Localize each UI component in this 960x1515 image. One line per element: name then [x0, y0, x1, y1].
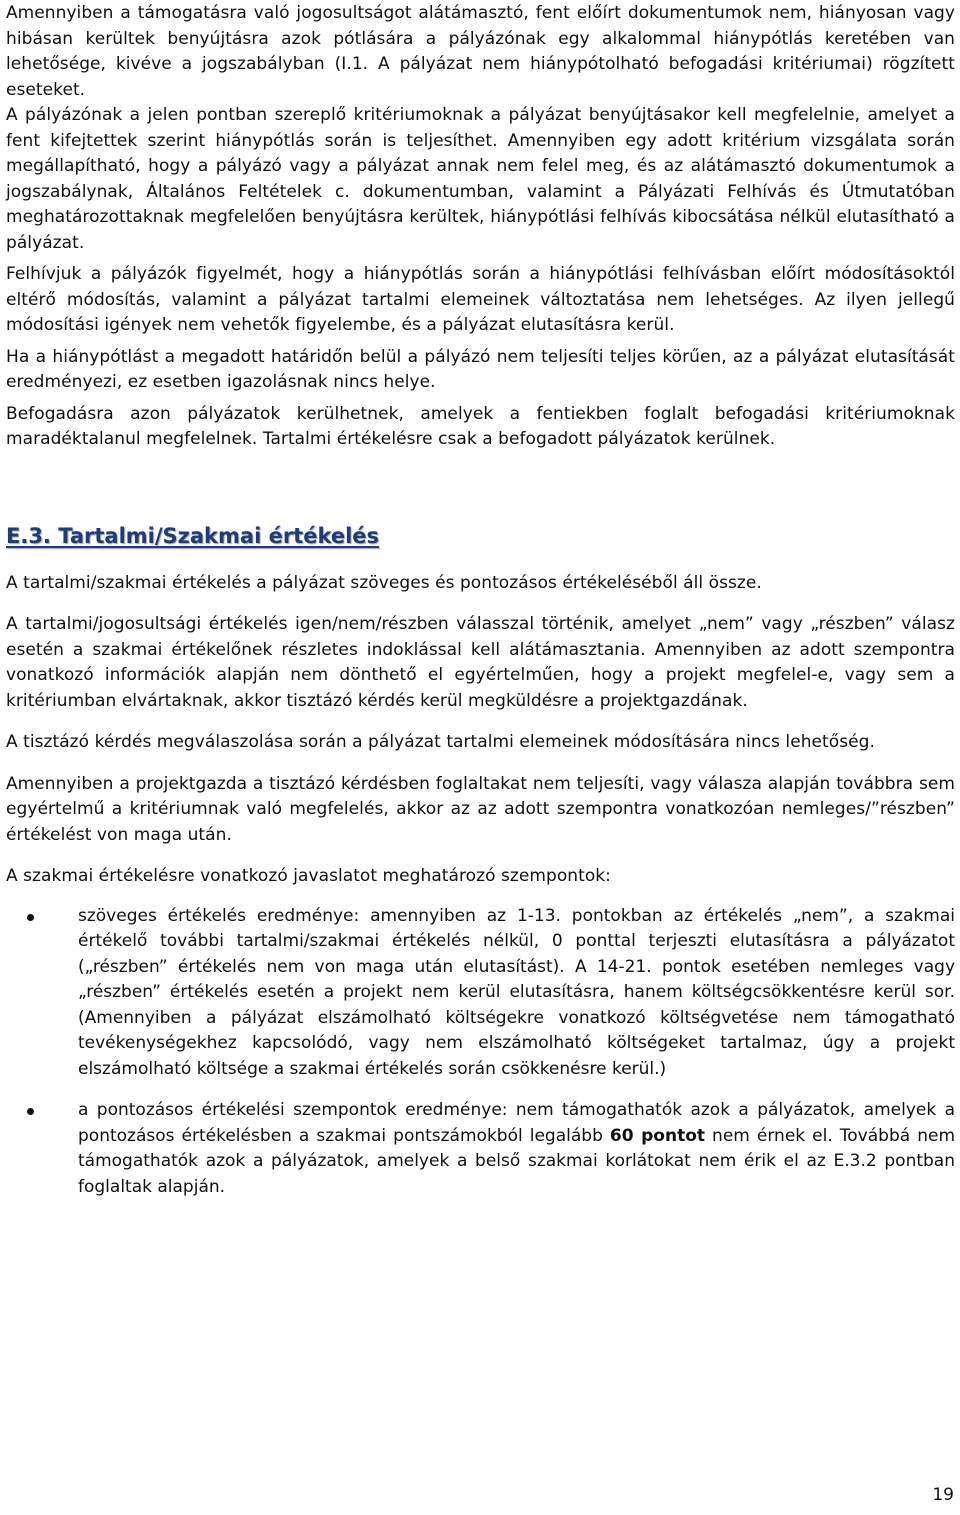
list-item-text: szöveges értékelés eredménye: amennyiben az 1-13. pontokban az értékelés „nem”, a szakmai értékelő további tartalmi/szakmai értékelés nélkül, 0 ponttal terjeszti elutasításra a pályázatot („részben” értékelés nem von maga után elutasítást). A 14-21. pontok esetében nemleges vagy „részben” értékelés esetén a projekt nem kerül elutasításra, hanem költségcsökkentésre kerül sor. (Amennyiben a pályázat elszámolható költségekre vonatkozó költségvetése nem támogatható tevékenységekhez kapcsolódó, vagy nem elszámolható költségeket tartalmaz, úgy a projekt elszámolható költsége a szakmai értékelés során csökkenésre kerül.) — [78, 905, 955, 1079]
page-number: 19 — [932, 1485, 954, 1505]
paragraph-attention: Felhívjuk a pályázók figyelmét, hogy a hiánypótlás során a hiánypótlási felhívásban előírt módosításoktól eltérő módosítás, valamint a pályázat tartalmi elemeinek változtatása nem lehetséges. Az ilyen jellegű módosítási igények nem vehetők figyelembe, és a pályázat elutasításra kerül. — [6, 264, 955, 335]
paragraph-aspects-intro: A szakmai értékelésre vonatkozó javaslatot meghatározó szempontok: — [6, 866, 611, 886]
paragraph-yes-no-evaluation: A tartalmi/jogosultsági értékelés igen/nem/részben válasszal történik, amelyet „nem” vagy „részben” válasz esetén a szakmai értékelőnek részletes indoklással kell alátámasztania. Amennyiben az adott szempontra vonatkozó információk alapján nem dönthető el egyértelműen, hogy a projekt megfelel-e, vagy sem a kritériumban elvártaknak, akkor tisztázó kérdés kerül megküldésre a projektgazdának. — [6, 614, 955, 711]
list-item-text-after: nem érnek el. Továbbá nem támogathatók azok a pályázatok, amelyek a belső szakmai korlátokat nem érik el az E.3.2 pontban foglaltak alapján. — [78, 1125, 955, 1197]
bullet-icon — [27, 914, 34, 921]
list-item — [6, 1098, 955, 1200]
list-item — [6, 904, 955, 1083]
paragraph-clarifying-question: A tisztázó kérdés megválaszolása során a pályázat tartalmi elemeinek módosítására nincs lehetőség. — [6, 732, 875, 752]
paragraph-deadline: Ha a hiánypótlást a megadott határidőn belül a pályázó nem teljesíti teljes körűen, az a pályázat elutasítását eredményezi, ez esetben igazolásnak nincs helye. — [6, 346, 955, 392]
paragraph-project-owner: Amennyiben a projektgazda a tisztázó kérdésben foglaltakat nem teljesíti, vagy válasza alapján továbbra sem egyértelmű a kritériumnak való megfelelés, akkor az az adott szempontra vonatkozóan nemleges/”részben” értékelést von maga után. — [6, 773, 955, 845]
paragraph-evaluation-intro: A tartalmi/szakmai értékelés a pályázat szöveges és pontozásos értékeléséből áll össze. — [6, 572, 762, 593]
paragraph-missing-documents: Amennyiben a támogatásra való jogosultságot alátámasztó, fent előírt dokumentumok nem, hiányosan vagy hibásan kerültek benyújtásra azok pótlására a pályázónak egy alkalommal hiánypótlás keretében van lehetősége, kivéve a jogszabályban (I.1. A pályázat nem hiánypótolható befogadási kritériumai) rögzített eseteket. — [6, 3, 955, 100]
bullet-icon — [27, 1108, 34, 1115]
list-item-bold-score: 60 pontot — [609, 1125, 706, 1146]
list-item-text-before: a pontozásos értékelési szempontok eredménye: nem támogathatók azok a pályázatok, amelyek a pontozásos értékelésben a szakmai pontszámokból legalább — [78, 1100, 955, 1146]
paragraph-criteria: A pályázónak a jelen pontban szereplő kritériumoknak a pályázat benyújtásakor kell megfelelnie, amelyet a fent kifejtettek szerint hiánypótlás során is teljesíthet. Amennyiben egy adott kritérium vizsgálata során megállapítható, hogy a pályázó vagy a pályázat annak nem felel meg, és az alátámasztó dokumentumok a jogszabálynak, Általános Feltételek c. dokumentumban, valamint a Pályázati Felhívás és Útmutatóban meghatározottaknak megfelelően benyújtásra kerültek, hiánypótlási felhívás kibocsátása nélkül elutasítható a pályázat. — [6, 105, 955, 253]
section-heading: E.3. Tartalmi/Szakmai értékelés — [6, 523, 380, 548]
document-page — [6, 0, 955, 1200]
paragraph-acceptance: Befogadásra azon pályázatok kerülhetnek, amelyek a fentiekben foglalt befogadási kritériumoknak maradéktalanul megfelelnek. Tartalmi értékelésre csak a befogadott pályázatok kerülnek. — [6, 403, 955, 449]
evaluation-criteria-list — [6, 904, 955, 1201]
